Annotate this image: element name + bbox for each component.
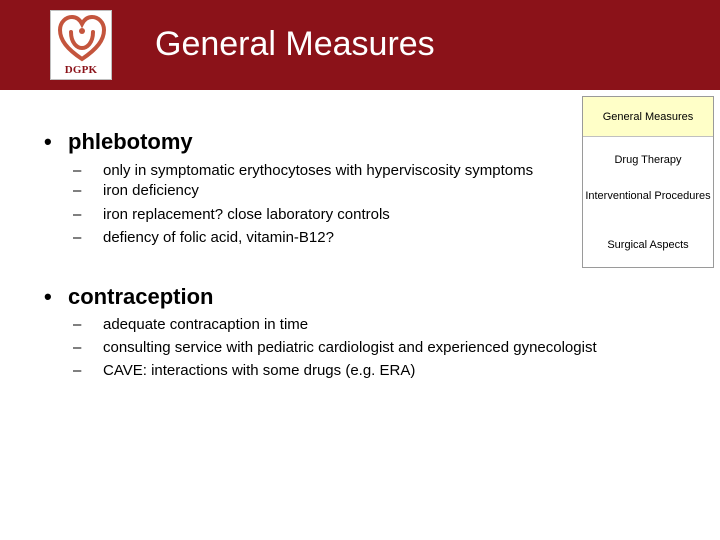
nav-item-surgical-aspects[interactable] xyxy=(583,238,713,252)
sub-bullet xyxy=(73,162,533,180)
sub-bullet-text: defiency of folic acid, vitamin-B12? xyxy=(103,229,334,246)
dash-glyph: – xyxy=(73,339,82,356)
sub-bullet xyxy=(73,339,597,357)
sub-bullet-text: iron replacement? close laboratory controls xyxy=(103,206,390,223)
nav-item-label: Surgical Aspects xyxy=(607,239,689,251)
dash-glyph: – xyxy=(73,316,82,333)
nav-item-general-measures[interactable] xyxy=(583,97,713,137)
sub-bullet-text: adequate contracaption in time xyxy=(103,316,309,333)
nav-item-drug-therapy[interactable] xyxy=(583,153,713,167)
dash-glyph: – xyxy=(73,162,82,179)
sub-bullet xyxy=(73,362,415,380)
sub-bullet xyxy=(73,316,308,334)
logo-text: DGPK xyxy=(64,64,98,76)
dgpk-logo xyxy=(50,10,112,80)
nav-item-label: Interventional Procedures xyxy=(585,190,711,202)
dash-glyph: – xyxy=(73,229,82,246)
section-nav xyxy=(582,96,714,268)
sub-bullet xyxy=(73,182,199,200)
slide-header xyxy=(0,0,720,90)
sub-bullet-text: CAVE: interactions with some drugs (e.g. ERA) xyxy=(103,362,416,379)
dash-glyph: – xyxy=(73,362,82,379)
sub-bullet-text: only in symptomatic erythocytoses with hyperviscosity symptoms xyxy=(103,162,534,179)
page-title: General Measures xyxy=(155,25,435,63)
nav-item-interventional-procedures[interactable] xyxy=(583,189,713,203)
sub-bullet-text: iron deficiency xyxy=(103,182,199,199)
bullet-heading-text: phlebotomy xyxy=(68,129,193,154)
bullet-glyph: • xyxy=(44,284,52,309)
bullet-heading xyxy=(44,284,213,310)
bullet-heading-text: contraception xyxy=(68,284,214,309)
bullet-heading xyxy=(44,129,193,155)
sub-bullet xyxy=(73,229,334,247)
nav-item-label: General Measures xyxy=(602,110,694,123)
sub-bullet-text: consulting service with pediatric cardiologist and experienced gynecologist xyxy=(103,339,597,356)
dash-glyph: – xyxy=(73,206,82,223)
dash-glyph: – xyxy=(73,182,82,199)
bullet-glyph: • xyxy=(44,129,52,154)
heart-hands-icon xyxy=(57,15,107,63)
sub-bullet xyxy=(73,206,390,224)
nav-item-label: Drug Therapy xyxy=(614,154,682,166)
